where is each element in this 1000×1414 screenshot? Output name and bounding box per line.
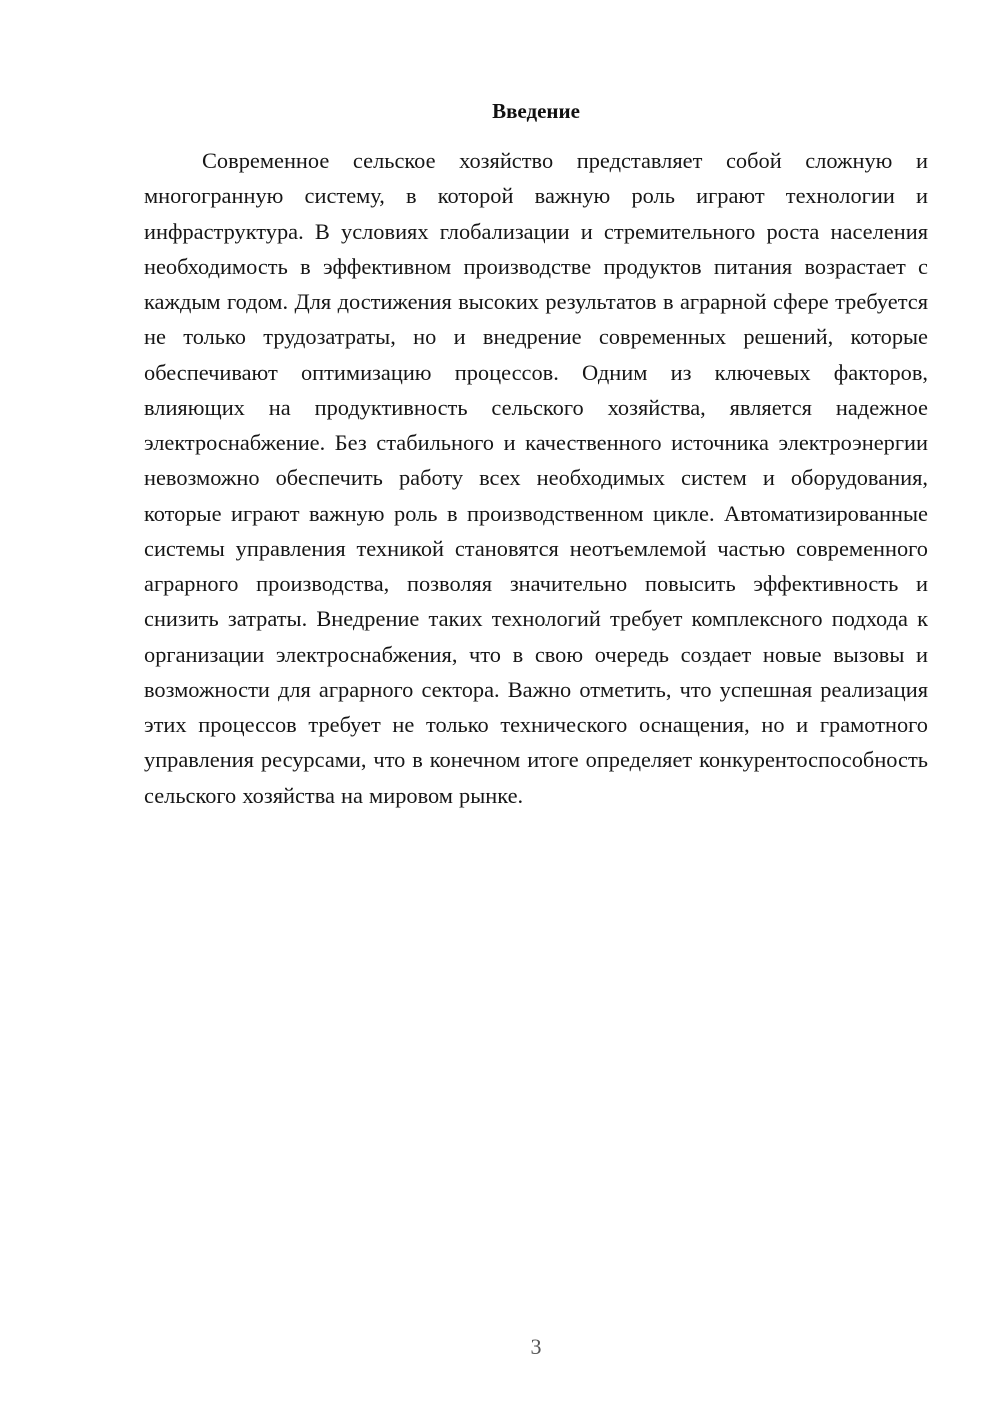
section-heading: Введение [492,99,580,123]
page-number: 3 [530,1334,542,1359]
body-paragraph: Современное сельское хозяйство представляет собой сложную и многогранную систему, в которой важную роль играют технологии и инфраструктура. В условиях глобализации и стремительного роста населения необходимость в эффективном производстве продуктов питания возрастает с каждым годом. Для достижения высоких результатов в аграрной сфере требуется не только трудозатраты, но и внедрение современных решений, которые обеспечивают оптимизацию процессов. Одним из ключевых факторов, влияющих на продуктивность сельского хозяйства, является надежное электроснабжение. Без стабильного и качественного источника электроэнергии невозможно обеспечить работу всех необходимых систем и оборудования, которые играют важную роль в производственном цикле. Автоматизированные системы управления техникой становятся неотъемлемой частью современного аграрного производства, позволяя значительно повысить эффективность и снизить затраты. Внедрение таких технологий требует комплексного подхода к организации электроснабжения, что в свою очередь создает новые вызовы и возможности для аграрного сектора. Важно отметить, что успешная реализация этих процессов требует не только технического оснащения, но и грамотного управления ресурсами, что в конечном итоге определяет конкурентоспособность сельского хозяйства на мировом рынке. [144,148,928,808]
